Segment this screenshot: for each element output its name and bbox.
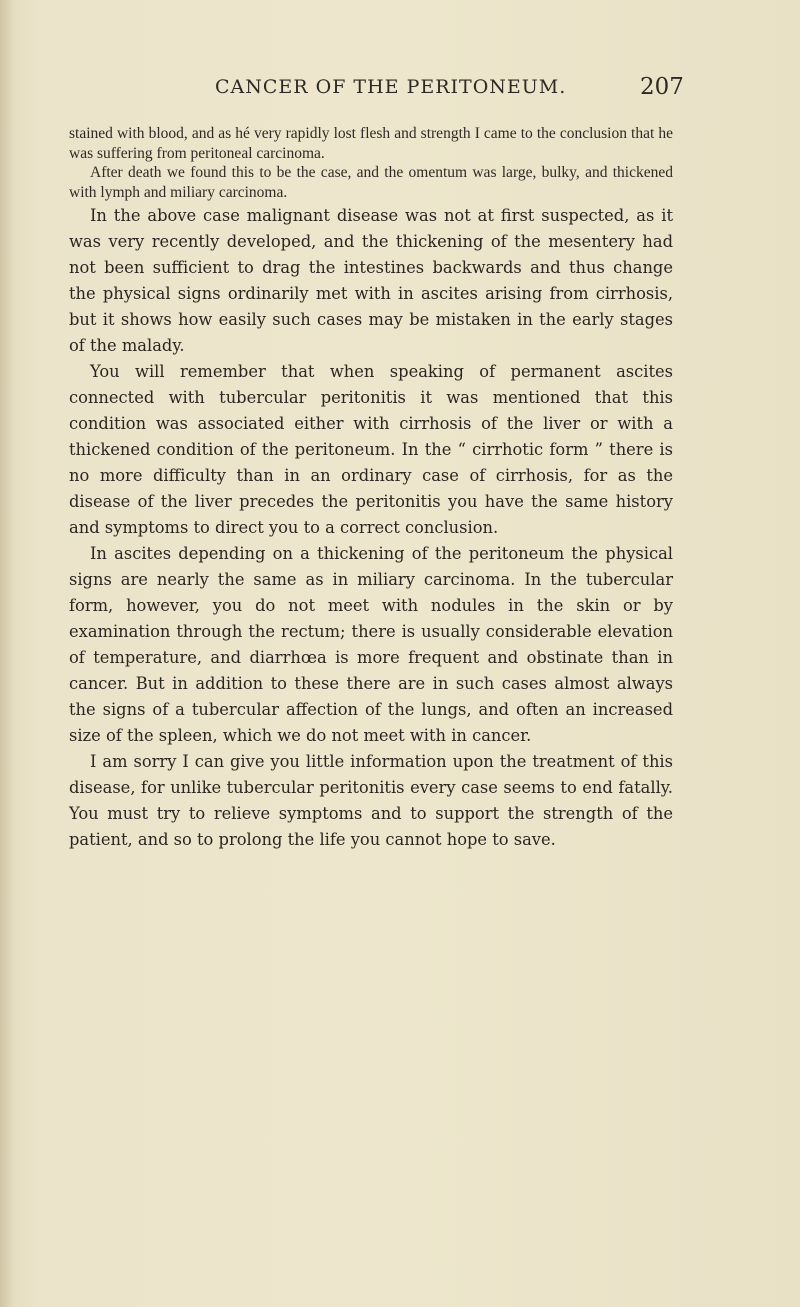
case-note xyxy=(69,124,673,202)
main-text xyxy=(69,203,673,853)
body-paragraph: In ascites depending on a thickening of the peritoneum the physical signs are nearly the same as in miliary carcinoma. In the tubercular form, however, you do not meet with nodules in the skin or by examination through the rectum; there is usually considerable elevation of temperature, and diarrhœa is more frequent and obstinate than in cancer. But in addition to these there are in such cases almost always the signs of a tubercular affection of the lungs, and often an increased size of the spleen, which we do not meet with in cancer. xyxy=(69,544,673,745)
binding-shadow xyxy=(0,0,14,1307)
running-head: CANCER OF THE PERITONEUM. xyxy=(215,76,567,98)
case-note-paragraph: After death we found this to be the case, and the omentum was large, bulky, and thickened with lymph and miliary carcinoma. xyxy=(69,164,673,201)
body-paragraph: You will remember that when speaking of permanent ascites connected with tubercular peritonitis it was mentioned that this condition was associated either with cirrhosis of the liver or with a thickened condition of the peritoneum. In the “ cirrhotic form ” there is no more difficulty than in an ordinary case of cirrhosis, for as the disease of the liver precedes the peritonitis you have the same history and symptoms to direct you to a correct conclusion. xyxy=(69,362,673,537)
body-paragraph: I am sorry I can give you little information upon the treatment of this disease, for unlike tubercular peritonitis every case seems to end fatally. You must try to relieve symptoms and to support the strength of the patient, and so to prolong the life you cannot hope to save. xyxy=(69,752,673,849)
page-header xyxy=(0,74,800,104)
case-note-paragraph: stained with blood, and as hé very rapidly lost flesh and strength I came to the conclusion that he was suffering from peritoneal carcinoma. xyxy=(69,125,673,162)
page-number: 207 xyxy=(640,74,684,100)
body-paragraph: In the above case malignant disease was not at first suspected, as it was very recently developed, and the thickening of the mesentery had not been sufficient to drag the intestines backwards and thus change the physical signs ordinarily met with in ascites arising from cirrhosis, but it shows how easily such cases may be mistaken in the early stages of the malady. xyxy=(69,206,673,355)
